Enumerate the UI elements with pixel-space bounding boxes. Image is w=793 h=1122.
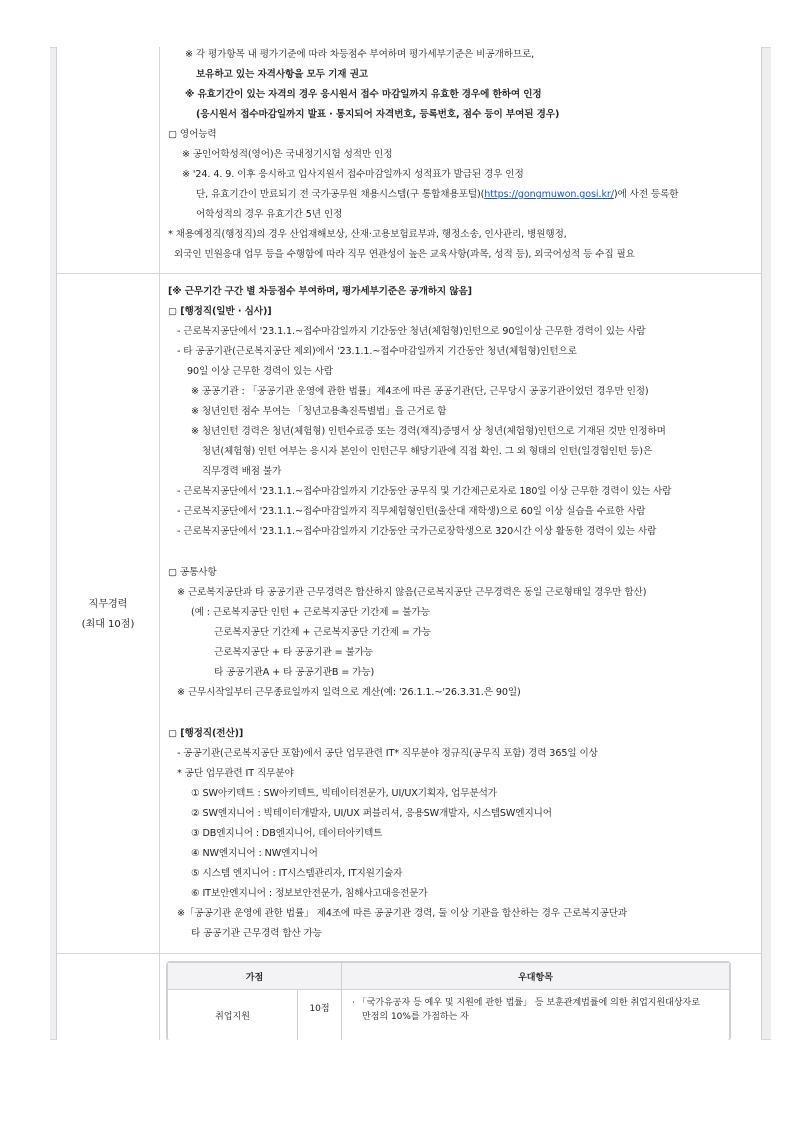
text-line: ⑤ 시스템 엔지니어 : IT시스템관리자, IT지원기술자 [191, 868, 403, 879]
text-line: - 근로복지공단에서 '23.1.1.~접수마감일까지 기간동안 청년(체험형)인턴으로 90일이상 근무한 경력이 있는 사람 [177, 326, 646, 337]
text-line: ※ 공인어학성적(영어)은 국내정기시험 성적만 인정 [182, 149, 393, 160]
text-line: [※ 근무기간 구간 별 차등점수 부여하며, 평가세부기준은 공개하지 않음] [168, 286, 472, 297]
bonus-table-grid [167, 962, 730, 1040]
text-line: - 근로복지공단에서 '23.1.1.~접수마감일까지 직무체험형인턴(울산대 재학생)으로 60일 이상 실습을 수료한 사람 [177, 506, 646, 517]
text-line: ▢ [행정직(전산)] [168, 728, 244, 739]
text-line: 90일 이상 근무한 경력이 있는 사람 [187, 366, 333, 377]
text-line: 근로복지공단 기간제 + 근로복지공단 기간제 = 가능 [214, 627, 431, 638]
row-divider [57, 273, 761, 274]
text-line: ※「공공기관 운영에 관한 법률」 제4조에 따른 공공기관 경력, 둘 이상 기관을 합산하는 경우 근로복지공단과 [177, 908, 628, 919]
text-line: 타 공공기관A + 타 공공기관B = 가능) [214, 667, 375, 678]
text-line: ② SW엔지니어 : 빅테이터개발자, UI/UX 퍼블리셔, 응용SW개발자, 시스템SW엔지니어 [191, 808, 552, 819]
text-line: ※ 청년인턴 점수 부여는 「청년고용촉진특별법」을 근거로 함 [191, 406, 447, 417]
text-line: 어학성적의 경우 유효기간 5년 인정 [196, 209, 343, 220]
bonus-header-points: 가점 [168, 963, 342, 990]
text-line: (예 : 근로복지공단 인턴 + 근로복지공단 기간제 = 불가능 [191, 607, 430, 618]
text-line: 직무경력 배점 불가 [202, 466, 282, 477]
text-line: ④ NW엔지니어 : NW엔지니어 [191, 848, 318, 859]
text-line: ※ 근로복지공단과 타 공공기관 근무경력은 합산하지 않음(근로복지공단 근무경력은 동일 근로형태일 경우만 합산) [177, 587, 647, 598]
text-line: 근로복지공단 + 타 공공기관 = 불가능 [214, 647, 373, 658]
text-line: ① SW아키텍트 : SW아키텍트, 빅테이터전문가, UI/UX기획자, 업무분석가 [191, 788, 497, 799]
bonus-desc-line: 만점의 10%를 가점하는 자 [362, 1012, 469, 1022]
text-line: 외국인 민원응대 업무 등을 수행함에 따라 직무 연관성이 높은 교육사항(과목, 성적 등), 외국어성적 등 수집 필요 [174, 249, 635, 260]
text-line: ※ 청년인턴 경력은 청년(체험형) 인턴수료증 또는 경력(재직)증명서 상 청년(체험형)인턴으로 기재된 것만 인정하며 [191, 426, 666, 437]
document-page [56, 47, 762, 1040]
text-line: * 공단 업무관련 IT 직무분야 [177, 768, 294, 779]
gongmuwon-link[interactable]: https://gongmuwon.gosi.kr/ [484, 189, 614, 200]
career-label-sub: (최대 10점) [81, 619, 135, 630]
text-line: - 타 공공기관(근로복지공단 제외)에서 '23.1.1.~접수마감일까지 기간동안 청년(체험형)인턴으로 [177, 346, 577, 357]
text-line: - 공공기관(근로복지공단 포함)에서 공단 업무관련 IT* 직무분야 정규직(공무직 포함) 경력 365일 이상 [177, 748, 598, 759]
text-line: ※ 근무시작일부터 근무종료일까지 일력으로 계산(예: '26.1.1.~'26.3.31.은 90일) [177, 687, 521, 698]
bonus-description-cell [342, 990, 730, 1041]
text-line: ※ 각 평가항목 내 평가기준에 따라 차등점수 부여하며 평가세부기준은 비공개하므로, [185, 49, 535, 60]
text-line: ▢ [행정직(일반 · 심사)] [168, 306, 272, 317]
text-line: 청년(체험형) 인턴 여부는 응시자 본인이 인턴근무 해당기관에 직접 확인. 그 외 형태의 인턴(일경험인턴 등)은 [202, 446, 653, 457]
text-line: ⑥ IT보안엔지니어 : 정보보안전문가, 침해사고대응전문가 [191, 888, 428, 899]
text-line: 보유하고 있는 자격사항을 모두 기재 권고 [196, 69, 369, 80]
label-column-divider [159, 47, 160, 1040]
text-line: ▢ 공통사항 [168, 567, 217, 578]
text-line: * 채용예정직(행정직)의 경우 산업재해보상, 산재·고용보험료부과, 행정소송, 인사관리, 병원행정, [168, 229, 567, 240]
text-line: ※ 공공기관 : 「공공기관 운영에 관한 법률」제4조에 따른 공공기관(단, 근무당시 공공기관이었던 경우만 인정) [191, 386, 649, 397]
bonus-table [166, 961, 731, 1040]
text-line: - 근로복지공단에서 '23.1.1.~접수마감일까지 기간동안 공무직 및 기간제근로자로 180일 이상 근무한 경력이 있는 사람 [177, 486, 672, 497]
text-line: ③ DB엔지니어 : DB엔지니어, 데이터아키텍트 [191, 828, 383, 839]
bonus-header-items: 우대항목 [342, 963, 730, 990]
text-line: - 근로복지공단에서 '23.1.1.~접수마감일까지 기간동안 국가근로장학생으로 320시간 이상 활동한 경력이 있는 사람 [177, 526, 657, 537]
text-fragment: )에 사전 등록한 [613, 189, 679, 200]
text-fragment: 단, 유효기간이 만료되기 전 국가공무원 채용시스템(구 통합채용포털)( [196, 189, 485, 200]
text-line: (응시원서 접수마감일까지 발표 · 통지되어 자격번호, 등록번호, 점수 등이 부여된 경우) [196, 109, 560, 120]
career-label: 직무경력 [88, 599, 128, 610]
row-divider [57, 953, 761, 954]
text-line-with-link [196, 188, 678, 202]
bonus-desc-line: · 「국가유공자 등 예우 및 지원에 관한 법률」 등 보훈관계법률에 의한 취업지원대상자로 [352, 998, 700, 1008]
bonus-category-cell: 취업지원 [168, 990, 298, 1041]
text-line: ▢ 영어능력 [168, 129, 217, 140]
text-line: ※ '24. 4. 9. 이후 응시하고 입사지원서 접수마감일까지 성적표가 발급된 경우 인정 [182, 169, 524, 180]
bonus-points-cell: 10점 [298, 990, 342, 1041]
text-line: 타 공공기관 근무경력 합산 가능 [191, 928, 322, 939]
text-line: ※ 유효기간이 있는 자격의 경우 응시원서 접수 마감일까지 유효한 경우에 한하여 인정 [185, 89, 542, 100]
